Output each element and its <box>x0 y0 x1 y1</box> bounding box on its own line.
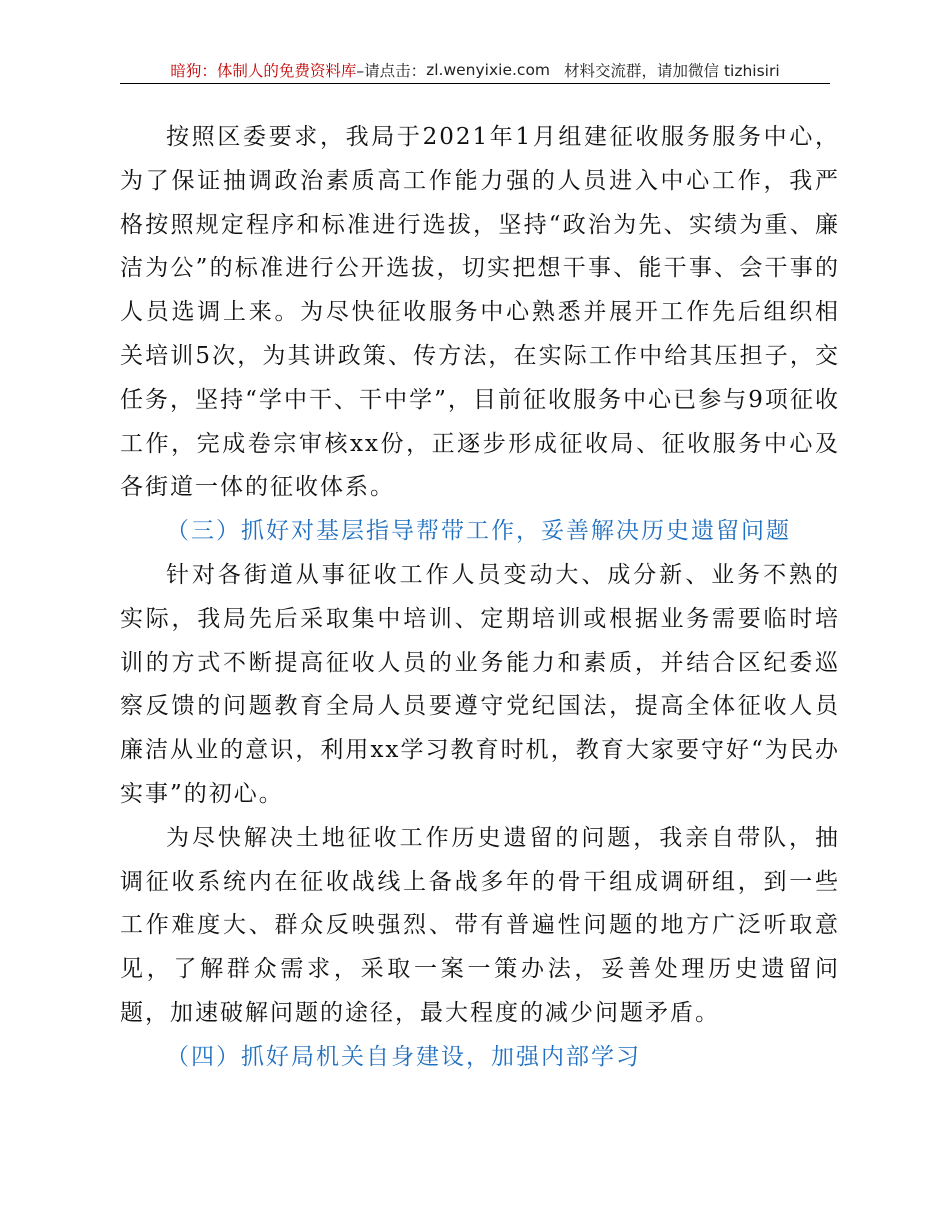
header-url-link[interactable]: zl.wenyixie.com <box>426 61 551 79</box>
paragraph: 针对各街道从事征收工作人员变动大、成分新、业务不熟的实际，我局先后采取集中培训、定期培训或根据业务需要临时培训的方式不断提高征收人员的业务能力和素质，并结合区纪委巡察反馈的问题教育全局人员要遵守党纪国法，提高全体征收人员廉洁从业的意识，利用xx学习教育时机，教育大家要守好“为民办实事”的初心。 <box>120 561 840 807</box>
header-click-label: –请点击： <box>356 62 427 80</box>
header-site-name: 暗狗：体制人的免费资料库 <box>170 62 357 80</box>
section-heading-3: （三）抓好对基层指导帮带工作，妥善解决历史遗留问题 <box>166 518 791 545</box>
header-group-text: 材料交流群，请加微信 tizhisiri <box>564 62 780 80</box>
section-heading-4: （四）抓好局机关自身建设，加强内部学习 <box>166 1043 641 1070</box>
header-divider <box>120 83 830 84</box>
paragraph: 为尽快解决土地征收工作历史遗留的问题，我亲自带队，抽调征收系统内在征收战线上备战多年的骨干组成调研组，到一些工作难度大、群众反映强烈、带有普遍性问题的地方广泛听取意见，了解群众需求，采取一案一策办法，妥善处理历史遗留问题，加速破解问题的途径，最大程度的减少问题矛盾。 <box>120 824 840 1026</box>
paragraph: 按照区委要求，我局于2021年1月组建征收服务服务中心，为了保证抽调政治素质高工作能力强的人员进入中心工作，我严格按照规定程序和标准进行选拔，坚持“政治为先、实绩为重、廉洁为公”的标准进行公开选拔，切实把想干事、能干事、会干事的人员选调上来。为尽快征收服务中心熟悉并展开工作先后组织相关培训5次，为其讲政策、传方法，在实际工作中给其压担子，交任务，坚持“学中干、干中学”，目前征收服务中心已参与9项征收工作，完成卷宗审核xx份，正逐步形成征收局、征收服务中心及各街道一体的征收体系。 <box>120 124 840 501</box>
page-header <box>120 58 830 82</box>
document-body <box>120 116 840 1080</box>
